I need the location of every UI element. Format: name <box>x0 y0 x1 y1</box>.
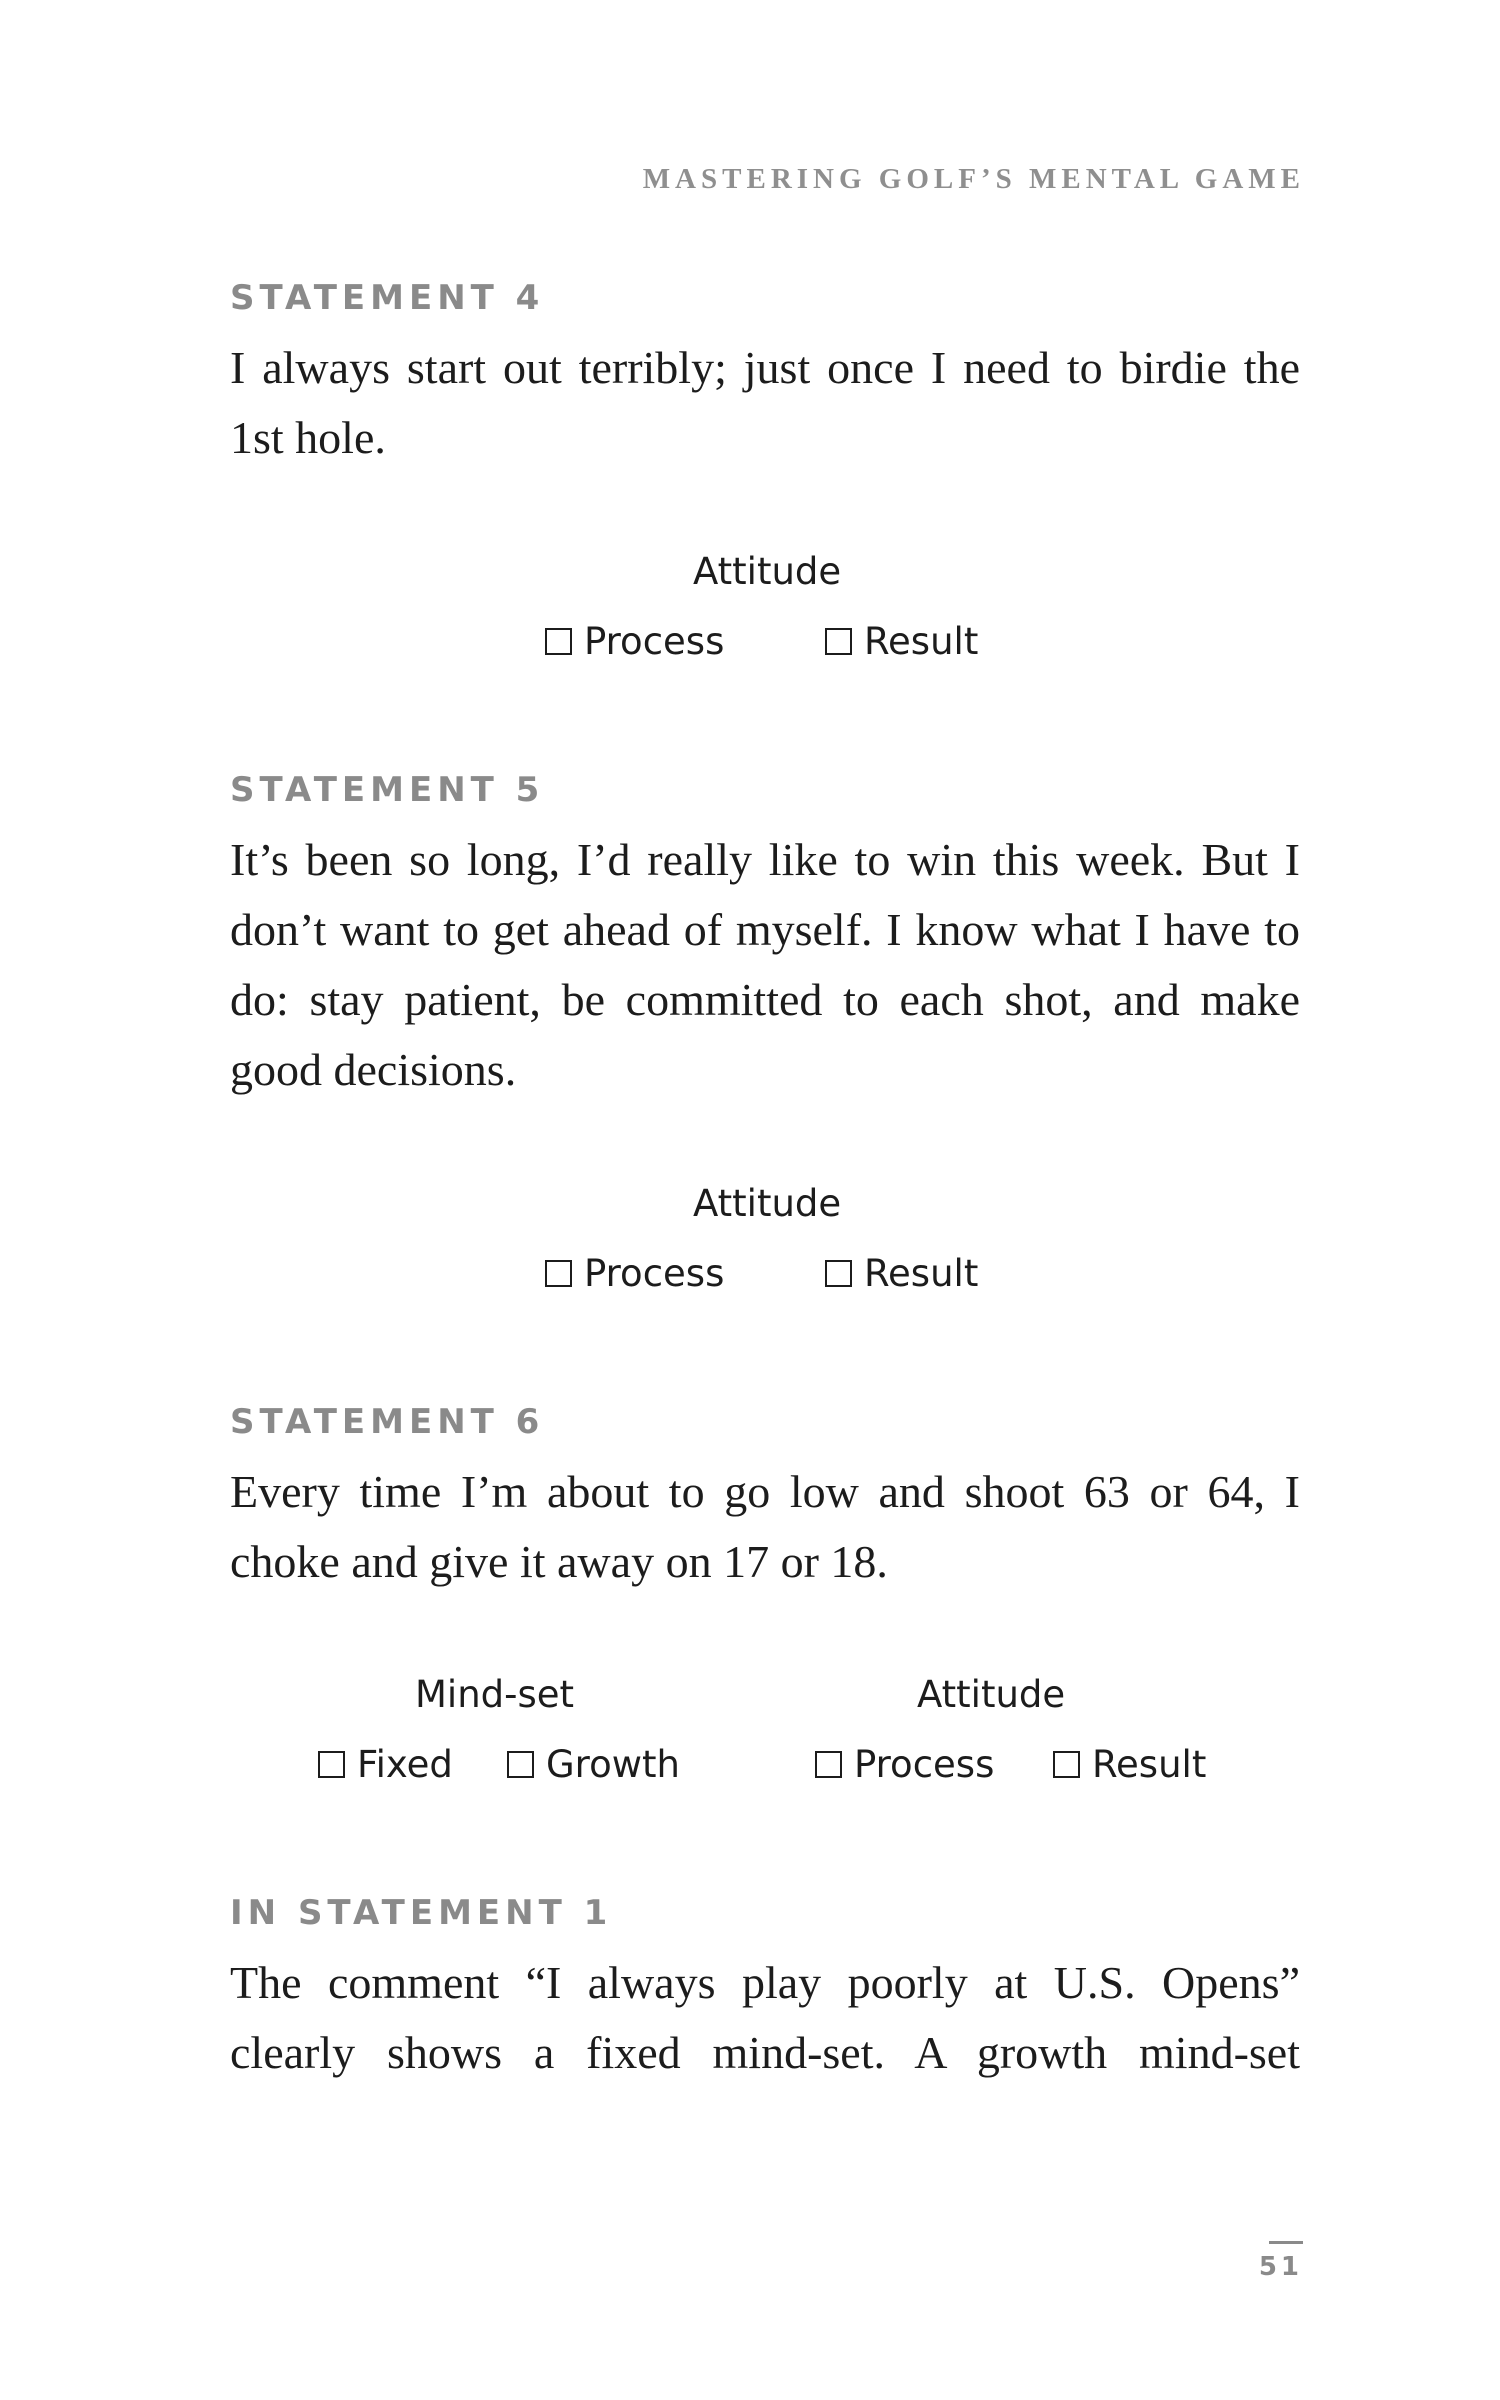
statement-6-text: Every time I’m about to go low and shoot 63 or 64, I choke and give it away on 17 or 18. <box>230 1466 1300 1587</box>
statement-6-fixed-checkbox[interactable] <box>318 1743 453 1786</box>
checkbox-icon <box>318 1751 345 1778</box>
checkbox-label: Process <box>584 1252 725 1295</box>
page-number-rule <box>1269 2241 1303 2244</box>
checkbox-icon <box>825 1260 852 1287</box>
statement-4-result-checkbox[interactable] <box>825 620 978 663</box>
checkbox-label: Result <box>1092 1743 1207 1786</box>
statement-5-text: It’s been so long, I’d really like to win this week. But I don’t want to get ahead of myself. I know what I have to do: stay patient, be committed to each shot, and make good decisions. <box>230 834 1300 1095</box>
checkbox-icon <box>507 1751 534 1778</box>
running-head: MASTERING GOLF’S MENTAL GAME <box>642 163 1305 195</box>
statement-6-process-checkbox[interactable] <box>815 1743 994 1786</box>
statement-5-process-checkbox[interactable] <box>545 1252 724 1295</box>
statement-4-process-checkbox[interactable] <box>545 620 724 663</box>
checkbox-icon <box>545 1260 572 1287</box>
checkbox-label: Result <box>864 620 979 663</box>
statement-5-result-checkbox[interactable] <box>825 1252 978 1295</box>
statement-6-growth-checkbox[interactable] <box>507 1743 680 1786</box>
statement-5-attitude-title: Attitude <box>693 1182 842 1225</box>
statement-4-attitude-title: Attitude <box>693 550 842 593</box>
checkbox-icon <box>1053 1751 1080 1778</box>
statement-6-mindset-title: Mind-set <box>415 1673 575 1716</box>
statement-6-attitude-title: Attitude <box>917 1673 1066 1716</box>
page-number: 51 <box>1258 2252 1303 2282</box>
checkbox-icon <box>815 1751 842 1778</box>
checkbox-icon <box>825 628 852 655</box>
checkbox-icon <box>545 628 572 655</box>
in-statement-1-label: IN STATEMENT 1 <box>230 1893 613 1933</box>
checkbox-label: Process <box>854 1743 995 1786</box>
checkbox-label: Result <box>864 1252 979 1295</box>
statement-5-label: STATEMENT 5 <box>230 770 545 810</box>
checkbox-label: Process <box>584 620 725 663</box>
statement-6-label: STATEMENT 6 <box>230 1402 545 1442</box>
statement-4-label: STATEMENT 4 <box>230 278 545 318</box>
statement-4-text: I always start out terribly; just once I need to birdie the 1st hole. <box>230 342 1300 463</box>
in-statement-1-text: The comment “I always play poorly at U.S. Opens” clearly shows a fixed mind-set. A growth mind-set <box>230 1957 1300 2078</box>
statement-6-result-checkbox[interactable] <box>1053 1743 1206 1786</box>
checkbox-label: Growth <box>546 1743 680 1786</box>
checkbox-label: Fixed <box>357 1743 453 1786</box>
